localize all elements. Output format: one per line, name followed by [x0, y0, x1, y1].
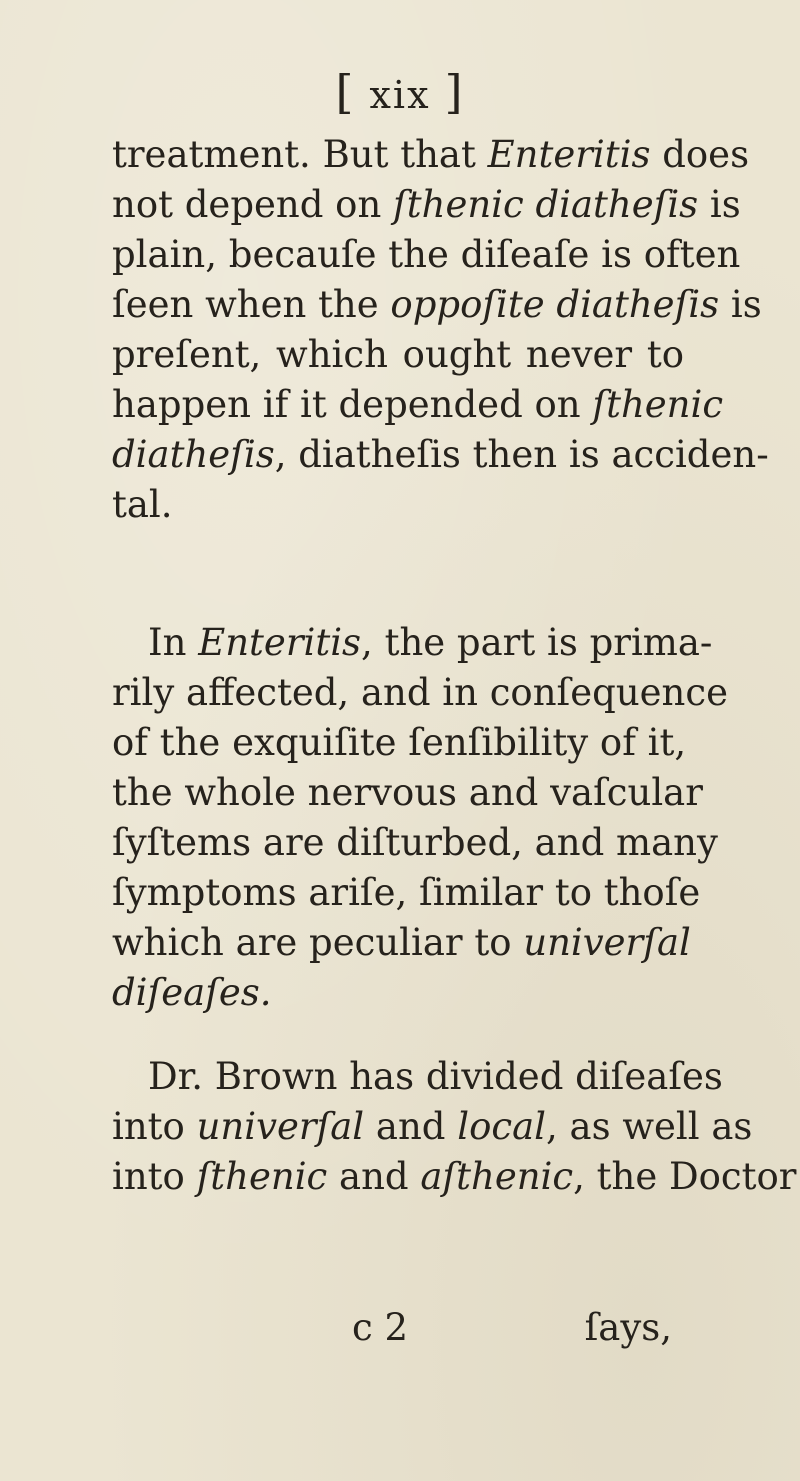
text-line: preſent, which ought never to — [112, 333, 684, 376]
page-number: xix — [369, 73, 431, 117]
text-line: rily affected, and in conſequence — [112, 671, 728, 714]
paragraph-3 — [112, 1052, 797, 1202]
text-line: happen if it depended on ſthenic — [112, 383, 724, 426]
text-line: ſyſtems are diſturbed, and many — [112, 821, 718, 864]
signature-mark: c 2 — [352, 1306, 409, 1349]
text-line: Dr. Brown has divided diſeaſes — [148, 1055, 723, 1098]
close-bracket: ] — [444, 65, 465, 119]
text-line: plain, becauſe the diſeaſe is often — [112, 233, 741, 276]
text-line: In Enteritis, the part is prima- — [148, 621, 713, 664]
text-line: ſeen when the oppoſite diatheſis is — [112, 283, 762, 326]
text-line: diatheſis, diatheſis then is acciden- — [112, 433, 769, 476]
open-bracket: [ — [335, 65, 356, 119]
page-header — [0, 65, 800, 119]
text-line: treatment. But that Enteritis does — [112, 133, 750, 176]
catchword: ſays, — [584, 1306, 672, 1349]
text-line: diſeaſes. — [112, 971, 272, 1014]
text-line: tal. — [112, 483, 173, 526]
page-footer — [112, 1303, 684, 1355]
text-line: into univerſal and local, as well as — [112, 1105, 753, 1148]
paragraph-2 — [112, 618, 728, 1018]
text-line: which are peculiar to univerſal — [112, 921, 691, 964]
text-line: the whole nervous and vaſcular — [112, 771, 703, 814]
text-line: ſymptoms ariſe, ſimilar to thoſe — [112, 871, 701, 914]
paragraph-1 — [112, 130, 769, 530]
text-line: of the exquiſite ſenſibility of it, — [112, 721, 687, 764]
text-line: not depend on ſthenic diatheſis is — [112, 183, 741, 226]
text-line: into ſthenic and aſthenic, the Doctor — [112, 1155, 797, 1198]
